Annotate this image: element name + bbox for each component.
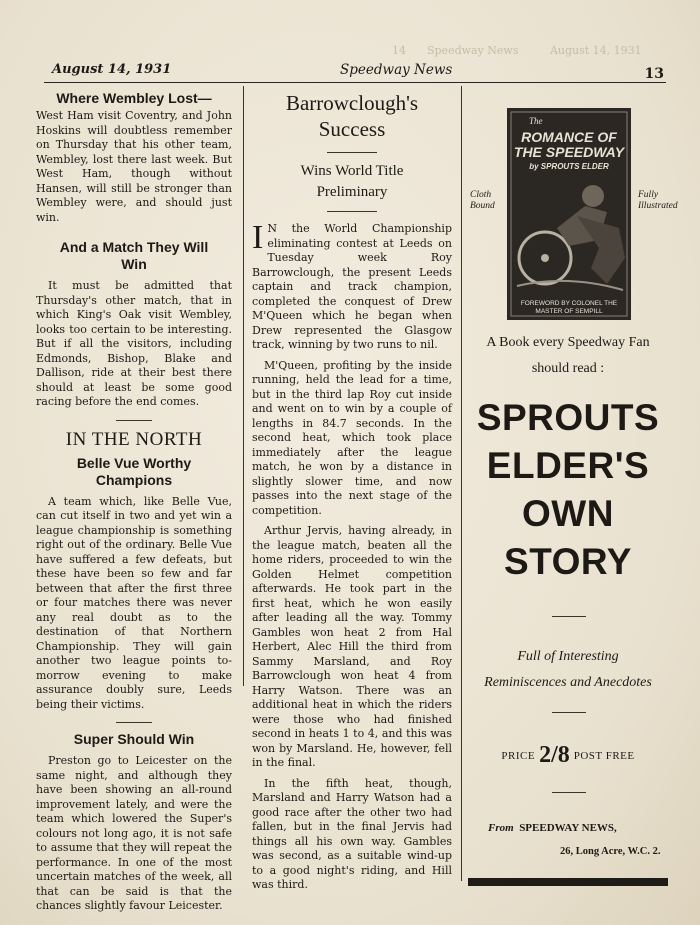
ad-description: Full of Interesting [517,649,619,664]
ad-headline-line: SPROUTS [476,397,660,438]
ad-divider [552,616,586,617]
ad-headline-line: ELDER'S [486,445,650,486]
title-divider [327,152,377,153]
publication-name: Speedway News [340,62,453,78]
paragraph-text: N the World Championship eliminating contest at Leeds on Tuesday week Roy Barrowclough, the present Leeds captain and track champion, completed the conquest of Drew M'Queen which he began when Drew represented the Glasgow track, winning by two runs to nil. [252,222,452,351]
cover-foreword: FOREWORD BY COLONEL THE MASTER OF SEMPILL [520,300,618,315]
ad-divider [552,792,586,793]
ad-description: Reminiscences and Anecdotes [484,675,652,690]
drop-cap: I [252,219,264,256]
header-rule [44,82,666,83]
ad-divider [552,712,586,713]
region-heading: IN THE NORTH [65,428,203,450]
paragraph: M'Queen, profiting by the inside running, held the lead for a time, but in the third lap Roy cut inside and went on to win by a couple of lengths in 84.7 seconds. In the second heat, which took place immediately after the league match, he won by a distance in slightly slower time, and now passes into the next stage of the competition. [252,358,452,517]
article-body [252,219,452,893]
paragraph: Arthur Jervis, having already, in the league match, beaten all the home riders, proceeded to win the Golden Helmet competition afterwards. He took part in the first heat, which he won easily after leading all the way. Tommy Gambles won heat 2 from Hal Herbert, Alec Hill the third from Sammy Marsland, and Roy Barrowclough won heat 4 from Harry Watson. There was an additional heat in which the riders were those who had finished second in heats 1 to 4, and this was won by Marsland. He, however, fell in the final. [252,524,452,769]
from-name: SPEEDWAY NEWS, [519,822,617,834]
subtitle-divider [327,211,377,212]
section-body [36,754,232,914]
ad-tagline: should read : [531,361,605,376]
from-label: From [488,822,514,834]
cover-title: ROMANCE OF THE SPEEDWAY [513,129,625,160]
section-heading: Super Should Win [73,731,195,747]
paragraph: In the fifth heat, though, Marsland and Harry Watson had a good race after the other two had fallen, but in the final Jervis had things all his own way. Gambles was second, as a suitable wind-up to a good night's riding, and Hill was third. [252,776,452,891]
advert-bottom-bar [468,878,668,886]
issue-date: August 14, 1931 [52,62,172,77]
fully-illustrated-label: Fully Illustrated [638,190,678,211]
ad-tagline: A Book every Speedway Fan [486,335,650,350]
section-body [36,109,232,225]
section-heading: Where Wembley Lost— [56,90,212,106]
page-header [44,62,664,84]
paragraph: A team which, like Belle Vue, can cut itself in two and yet win a league championship is something right out of the ordinary. Belle Vue have suffered a few defeats, but these have been so few and far between that after the first three or four matches there was never any real doubt as to the destination of that Northern Championship. They will gain another two league points to-morrow evening to make assurance doubly sure, Leeds being their victims. [36,494,232,711]
cloth-bound-label: Cloth Bound [470,190,495,211]
heading-text: Where Wembley Lost [56,90,198,106]
article-subtitle: Wins World Title Preliminary [300,163,404,200]
price-line [468,742,668,769]
address: 26, Long Acre, W.C. 2. [560,846,661,857]
paragraph: West Ham visit Coventry, and John Hoskins will doubtless remember on Thursday that his other team, Wembley, lost there last week. But West Ham, though without Hansen, will still be stronger than Wembley were, and should just win. [36,109,232,224]
left-column [36,86,232,920]
from-line [488,822,617,834]
cover-author: by SPROUTS ELDER [529,162,609,171]
paragraph: Preston go to Leicester on the same night, and although they have been showing an all-round improvement lately, and were the team which lowered the Super's colours not long ago, it is not safe to assume that they will repeat the performance. In one of the most uncertain matches of the week, all that can be said is that the chances slightly favour Leicester. [36,754,232,912]
column-divider [461,86,462,881]
cover-the: The [529,116,543,126]
section-heading: Belle Vue Worthy Champions [76,454,192,488]
article-title: Barrowclough's Success [285,91,419,141]
section-divider [116,420,152,421]
middle-column [252,86,452,899]
ad-headline-line: STORY [504,541,632,582]
price-label: PRICE [501,750,536,763]
page-number: 13 [644,66,664,82]
section-body [36,495,232,713]
paragraph: It must be admitted that Thursday's other match, that in which King's Oak visit Wembley, looks too certain to be interesting. But if all the visitors, including Edmonds, Bishop, Blake and Dallison, ride at their best there should at least be some good racing before the end comes. [36,279,232,408]
bleed-through-text: 14 Speedway News August 14, 1931 [392,44,642,57]
section-body [36,279,232,410]
section-divider [116,722,152,723]
ad-headline-line: OWN [522,493,614,534]
price-amount: 2/8 [539,742,570,768]
column-divider [243,86,244,686]
book-cover-image [507,108,631,320]
price-suffix: POST FREE [573,750,635,763]
section-heading: And a Match They Will Win [59,239,209,272]
first-paragraph [252,219,452,353]
